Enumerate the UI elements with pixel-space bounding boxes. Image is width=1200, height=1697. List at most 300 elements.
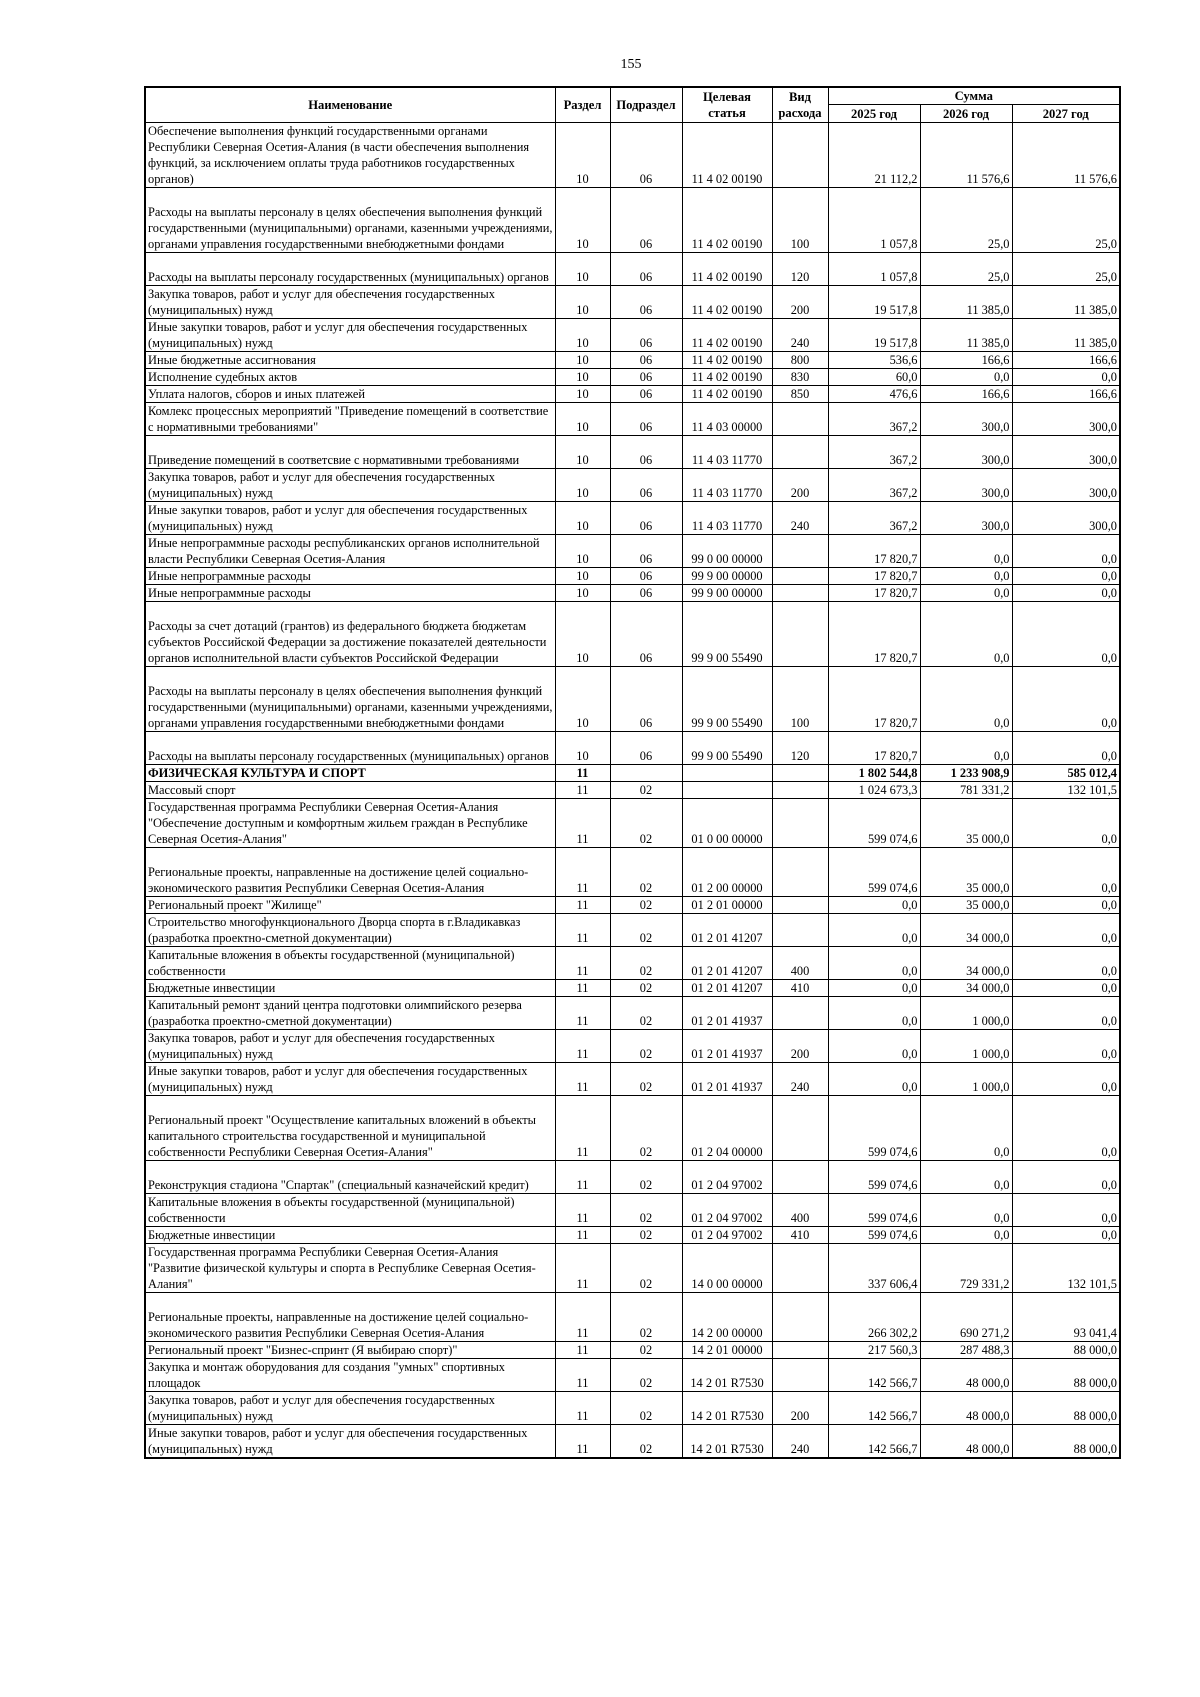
row-section: 10 <box>555 403 610 436</box>
row-sum-2026: 0,0 <box>920 1161 1012 1194</box>
row-sum-2025: 337 606,4 <box>828 1244 920 1293</box>
header-2027: 2027 год <box>1012 105 1120 123</box>
table-row <box>145 319 1120 352</box>
row-expense-type <box>772 1293 828 1342</box>
row-subsection: 02 <box>610 947 682 980</box>
table-row <box>145 799 1120 848</box>
table-row <box>145 188 1120 253</box>
row-sum-2027: 166,6 <box>1012 352 1120 369</box>
row-target: 01 2 01 41937 <box>682 1030 772 1063</box>
row-target: 14 2 01 R7530 <box>682 1392 772 1425</box>
row-sum-2025: 0,0 <box>828 914 920 947</box>
row-name: Комлекс процессных мероприятий "Приведение помещений в соответствие с нормативными требованиями" <box>145 403 555 436</box>
row-expense-type: 850 <box>772 386 828 403</box>
row-subsection: 06 <box>610 667 682 732</box>
row-sum-2026: 729 331,2 <box>920 1244 1012 1293</box>
row-name: Иные закупки товаров, работ и услуг для обеспечения государственных (муниципальных) нужд <box>145 319 555 352</box>
row-expense-type <box>772 1161 828 1194</box>
row-sum-2027: 0,0 <box>1012 980 1120 997</box>
row-target: 14 2 01 00000 <box>682 1342 772 1359</box>
row-subsection: 02 <box>610 980 682 997</box>
row-subsection: 06 <box>610 732 682 765</box>
row-section: 11 <box>555 997 610 1030</box>
row-sum-2027: 25,0 <box>1012 188 1120 253</box>
row-subsection: 02 <box>610 1030 682 1063</box>
row-target <box>682 765 772 782</box>
row-sum-2026: 11 385,0 <box>920 319 1012 352</box>
row-sum-2026: 0,0 <box>920 1194 1012 1227</box>
row-name: Закупка товаров, работ и услуг для обеспечения государственных (муниципальных) нужд <box>145 286 555 319</box>
row-target: 11 4 02 00190 <box>682 188 772 253</box>
row-name: Бюджетные инвестиции <box>145 980 555 997</box>
row-subsection: 02 <box>610 782 682 799</box>
row-subsection: 02 <box>610 1392 682 1425</box>
row-sum-2026: 300,0 <box>920 436 1012 469</box>
row-target: 01 2 01 41937 <box>682 997 772 1030</box>
row-subsection: 06 <box>610 369 682 386</box>
row-subsection: 02 <box>610 1194 682 1227</box>
row-sum-2027: 0,0 <box>1012 1161 1120 1194</box>
row-expense-type: 830 <box>772 369 828 386</box>
row-subsection: 02 <box>610 799 682 848</box>
row-section: 11 <box>555 1030 610 1063</box>
row-sum-2025: 17 820,7 <box>828 585 920 602</box>
row-sum-2025: 142 566,7 <box>828 1392 920 1425</box>
row-sum-2025: 266 302,2 <box>828 1293 920 1342</box>
row-section: 11 <box>555 1359 610 1392</box>
row-name: Закупка товаров, работ и услуг для обеспечения государственных (муниципальных) нужд <box>145 1030 555 1063</box>
row-sum-2026: 300,0 <box>920 469 1012 502</box>
row-name: Иные непрограммные расходы <box>145 568 555 585</box>
row-target: 11 4 02 00190 <box>682 319 772 352</box>
row-name: Закупка товаров, работ и услуг для обеспечения государственных (муниципальных) нужд <box>145 1392 555 1425</box>
table-row <box>145 667 1120 732</box>
row-expense-type: 200 <box>772 286 828 319</box>
row-sum-2027: 11 576,6 <box>1012 123 1120 188</box>
row-expense-type <box>772 436 828 469</box>
header-2026: 2026 год <box>920 105 1012 123</box>
row-sum-2026: 0,0 <box>920 585 1012 602</box>
row-sum-2027: 0,0 <box>1012 947 1120 980</box>
row-subsection: 02 <box>610 1359 682 1392</box>
row-sum-2027: 132 101,5 <box>1012 782 1120 799</box>
row-name: Строительство многофункционального Дворца спорта в г.Владикавказ (разработка проектно-сметной документации) <box>145 914 555 947</box>
header-sum: Сумма <box>828 87 1120 105</box>
row-expense-type: 240 <box>772 502 828 535</box>
row-sum-2025: 142 566,7 <box>828 1359 920 1392</box>
row-sum-2026: 287 488,3 <box>920 1342 1012 1359</box>
row-sum-2026: 0,0 <box>920 535 1012 568</box>
row-section: 10 <box>555 319 610 352</box>
row-section: 11 <box>555 848 610 897</box>
row-sum-2025: 1 802 544,8 <box>828 765 920 782</box>
row-target: 01 2 01 41937 <box>682 1063 772 1096</box>
row-sum-2026: 48 000,0 <box>920 1425 1012 1459</box>
page-number: 155 <box>620 57 642 72</box>
row-name: Региональный проект "Осуществление капитальных вложений в объекты капитального строительства государственной и муниципальной собственности Республики Северная Осетия-Алания" <box>145 1096 555 1161</box>
row-sum-2025: 599 074,6 <box>828 848 920 897</box>
row-name: ФИЗИЧЕСКАЯ КУЛЬТУРА И СПОРТ <box>145 765 555 782</box>
row-sum-2025: 217 560,3 <box>828 1342 920 1359</box>
row-expense-type: 400 <box>772 1194 828 1227</box>
row-expense-type: 200 <box>772 469 828 502</box>
row-target: 14 2 01 R7530 <box>682 1359 772 1392</box>
row-subsection: 02 <box>610 1342 682 1359</box>
row-sum-2026: 34 000,0 <box>920 914 1012 947</box>
row-subsection: 06 <box>610 286 682 319</box>
row-expense-type <box>772 1342 828 1359</box>
row-target: 99 9 00 55490 <box>682 732 772 765</box>
row-section: 10 <box>555 286 610 319</box>
row-subsection: 06 <box>610 123 682 188</box>
row-sum-2026: 35 000,0 <box>920 897 1012 914</box>
row-subsection: 06 <box>610 253 682 286</box>
row-expense-type: 200 <box>772 1030 828 1063</box>
row-section: 11 <box>555 765 610 782</box>
row-sum-2026: 0,0 <box>920 602 1012 667</box>
row-sum-2026: 35 000,0 <box>920 848 1012 897</box>
row-section: 10 <box>555 585 610 602</box>
row-expense-type <box>772 897 828 914</box>
row-subsection: 02 <box>610 914 682 947</box>
row-sum-2026: 0,0 <box>920 667 1012 732</box>
budget-table <box>144 86 1121 1459</box>
row-expense-type: 120 <box>772 253 828 286</box>
row-expense-type <box>772 914 828 947</box>
row-sum-2027: 25,0 <box>1012 253 1120 286</box>
row-expense-type: 410 <box>772 1227 828 1244</box>
row-expense-type: 400 <box>772 947 828 980</box>
row-expense-type <box>772 585 828 602</box>
row-target: 11 4 02 00190 <box>682 253 772 286</box>
row-section: 11 <box>555 782 610 799</box>
row-expense-type <box>772 765 828 782</box>
table-row <box>145 386 1120 403</box>
row-sum-2026: 0,0 <box>920 568 1012 585</box>
row-sum-2026: 48 000,0 <box>920 1359 1012 1392</box>
row-section: 10 <box>555 568 610 585</box>
row-target: 01 2 01 41207 <box>682 980 772 997</box>
row-sum-2027: 88 000,0 <box>1012 1392 1120 1425</box>
row-target: 01 2 01 00000 <box>682 897 772 914</box>
row-sum-2026: 690 271,2 <box>920 1293 1012 1342</box>
table-row <box>145 997 1120 1030</box>
row-expense-type <box>772 782 828 799</box>
row-sum-2025: 536,6 <box>828 352 920 369</box>
row-target: 11 4 02 00190 <box>682 286 772 319</box>
row-name: Бюджетные инвестиции <box>145 1227 555 1244</box>
row-sum-2027: 300,0 <box>1012 469 1120 502</box>
table-row <box>145 782 1120 799</box>
row-target <box>682 782 772 799</box>
row-section: 10 <box>555 732 610 765</box>
row-target: 01 2 01 41207 <box>682 914 772 947</box>
row-target: 99 0 00 00000 <box>682 535 772 568</box>
table-row <box>145 352 1120 369</box>
row-section: 11 <box>555 1293 610 1342</box>
row-sum-2027: 0,0 <box>1012 897 1120 914</box>
row-target: 14 2 01 R7530 <box>682 1425 772 1459</box>
row-subsection: 06 <box>610 502 682 535</box>
row-target: 11 4 03 11770 <box>682 502 772 535</box>
row-section: 10 <box>555 602 610 667</box>
table-row <box>145 1030 1120 1063</box>
row-section: 11 <box>555 799 610 848</box>
row-expense-type <box>772 1359 828 1392</box>
row-subsection: 06 <box>610 188 682 253</box>
row-target: 11 4 03 11770 <box>682 436 772 469</box>
table-row <box>145 253 1120 286</box>
row-sum-2026: 0,0 <box>920 1096 1012 1161</box>
row-sum-2027: 0,0 <box>1012 997 1120 1030</box>
row-name: Расходы на выплаты персоналу государственных (муниципальных) органов <box>145 253 555 286</box>
row-sum-2027: 0,0 <box>1012 1096 1120 1161</box>
table-row <box>145 585 1120 602</box>
row-expense-type <box>772 997 828 1030</box>
row-sum-2025: 367,2 <box>828 436 920 469</box>
table-row <box>145 1096 1120 1161</box>
row-subsection: 02 <box>610 1063 682 1096</box>
row-sum-2025: 599 074,6 <box>828 1194 920 1227</box>
row-sum-2026: 11 385,0 <box>920 286 1012 319</box>
table-row <box>145 469 1120 502</box>
row-sum-2025: 367,2 <box>828 502 920 535</box>
row-target: 01 0 00 00000 <box>682 799 772 848</box>
row-expense-type <box>772 403 828 436</box>
row-sum-2026: 166,6 <box>920 352 1012 369</box>
row-sum-2027: 93 041,4 <box>1012 1293 1120 1342</box>
row-sum-2025: 17 820,7 <box>828 602 920 667</box>
row-name: Приведение помещений в соответсвие с нормативными требованиями <box>145 436 555 469</box>
table-row <box>145 286 1120 319</box>
row-sum-2026: 0,0 <box>920 369 1012 386</box>
row-sum-2027: 0,0 <box>1012 799 1120 848</box>
row-name: Государственная программа Республики Северная Осетия-Алания "Обеспечение доступным и комфортным жильем граждан в Республике Северная Осетия-Алания" <box>145 799 555 848</box>
table-row <box>145 1063 1120 1096</box>
row-section: 10 <box>555 386 610 403</box>
row-expense-type <box>772 568 828 585</box>
table-row <box>145 732 1120 765</box>
row-section: 11 <box>555 1227 610 1244</box>
row-subsection: 02 <box>610 1161 682 1194</box>
row-sum-2027: 0,0 <box>1012 667 1120 732</box>
row-target: 11 4 02 00190 <box>682 369 772 386</box>
row-sum-2026: 34 000,0 <box>920 980 1012 997</box>
row-sum-2027: 0,0 <box>1012 568 1120 585</box>
row-sum-2027: 0,0 <box>1012 1030 1120 1063</box>
row-target: 01 2 04 97002 <box>682 1227 772 1244</box>
row-sum-2025: 0,0 <box>828 897 920 914</box>
row-name: Исполнение судебных актов <box>145 369 555 386</box>
row-sum-2027: 0,0 <box>1012 732 1120 765</box>
row-section: 11 <box>555 1096 610 1161</box>
row-subsection: 06 <box>610 602 682 667</box>
row-target: 14 2 00 00000 <box>682 1293 772 1342</box>
row-section: 11 <box>555 980 610 997</box>
row-sum-2025: 599 074,6 <box>828 1161 920 1194</box>
row-sum-2025: 17 820,7 <box>828 667 920 732</box>
row-section: 11 <box>555 947 610 980</box>
table-row <box>145 1293 1120 1342</box>
table-body <box>145 123 1120 1459</box>
row-name: Уплата налогов, сборов и иных платежей <box>145 386 555 403</box>
row-sum-2026: 1 000,0 <box>920 997 1012 1030</box>
row-expense-type: 240 <box>772 1425 828 1459</box>
row-section: 11 <box>555 1244 610 1293</box>
table-row <box>145 848 1120 897</box>
row-sum-2025: 599 074,6 <box>828 1227 920 1244</box>
row-sum-2026: 25,0 <box>920 188 1012 253</box>
row-name: Региональный проект "Жилище" <box>145 897 555 914</box>
row-subsection: 06 <box>610 403 682 436</box>
row-sum-2027: 0,0 <box>1012 848 1120 897</box>
row-section: 10 <box>555 667 610 732</box>
row-section: 10 <box>555 469 610 502</box>
row-sum-2026: 300,0 <box>920 502 1012 535</box>
table-row <box>145 1392 1120 1425</box>
row-target: 11 4 02 00190 <box>682 123 772 188</box>
row-section: 10 <box>555 253 610 286</box>
row-expense-type <box>772 535 828 568</box>
row-sum-2025: 0,0 <box>828 1063 920 1096</box>
row-target: 01 2 01 41207 <box>682 947 772 980</box>
row-sum-2025: 17 820,7 <box>828 568 920 585</box>
row-name: Капитальные вложения в объекты государственной (муниципальной) собственности <box>145 1194 555 1227</box>
row-sum-2026: 25,0 <box>920 253 1012 286</box>
row-subsection: 06 <box>610 469 682 502</box>
row-sum-2027: 0,0 <box>1012 585 1120 602</box>
row-sum-2027: 88 000,0 <box>1012 1359 1120 1392</box>
table-row <box>145 1342 1120 1359</box>
row-sum-2027: 0,0 <box>1012 535 1120 568</box>
row-expense-type <box>772 1244 828 1293</box>
row-sum-2025: 60,0 <box>828 369 920 386</box>
row-subsection: 06 <box>610 535 682 568</box>
table-row <box>145 765 1120 782</box>
row-name: Иные бюджетные ассигнования <box>145 352 555 369</box>
header-2025: 2025 год <box>828 105 920 123</box>
row-sum-2027: 88 000,0 <box>1012 1425 1120 1459</box>
row-section: 10 <box>555 436 610 469</box>
row-subsection: 02 <box>610 1425 682 1459</box>
row-sum-2026: 0,0 <box>920 732 1012 765</box>
row-target: 01 2 04 97002 <box>682 1161 772 1194</box>
row-sum-2027: 0,0 <box>1012 914 1120 947</box>
row-name: Обеспечение выполнения функций государственными органами Республики Северная Осетия-Алания (в части обеспечения выполнения функций, за исключением оплаты труда работников государственных органов) <box>145 123 555 188</box>
row-name: Государственная программа Республики Северная Осетия-Алания "Развитие физической культуры и спорта в Республике Северная Осетия-Алания" <box>145 1244 555 1293</box>
row-section: 11 <box>555 1425 610 1459</box>
row-sum-2027: 0,0 <box>1012 602 1120 667</box>
row-name: Иные закупки товаров, работ и услуг для обеспечения государственных (муниципальных) нужд <box>145 1425 555 1459</box>
table-row <box>145 502 1120 535</box>
header-subsection: Подраздел <box>610 87 682 123</box>
row-name: Иные закупки товаров, работ и услуг для обеспечения государственных (муниципальных) нужд <box>145 1063 555 1096</box>
row-subsection: 02 <box>610 897 682 914</box>
table-row <box>145 947 1120 980</box>
table-row <box>145 1194 1120 1227</box>
row-name: Расходы на выплаты персоналу государственных (муниципальных) органов <box>145 732 555 765</box>
row-sum-2026: 781 331,2 <box>920 782 1012 799</box>
row-sum-2025: 367,2 <box>828 469 920 502</box>
row-subsection: 06 <box>610 386 682 403</box>
table-row <box>145 897 1120 914</box>
row-sum-2026: 0,0 <box>920 1227 1012 1244</box>
row-target: 01 2 00 00000 <box>682 848 772 897</box>
row-section: 10 <box>555 535 610 568</box>
row-sum-2025: 0,0 <box>828 1030 920 1063</box>
row-subsection: 02 <box>610 848 682 897</box>
row-section: 11 <box>555 897 610 914</box>
row-expense-type: 240 <box>772 319 828 352</box>
row-subsection: 06 <box>610 319 682 352</box>
row-name: Расходы за счет дотаций (грантов) из федерального бюджета бюджетам субъектов Российской Федерации за достижение показателей деятельности органов исполнительной власти субъектов Российской Федерации <box>145 602 555 667</box>
row-name: Иные непрограммные расходы республиканских органов исполнительной власти Республики Северная Осетия-Алания <box>145 535 555 568</box>
row-subsection: 02 <box>610 1244 682 1293</box>
row-sum-2027: 0,0 <box>1012 1063 1120 1096</box>
row-sum-2026: 35 000,0 <box>920 799 1012 848</box>
row-section: 11 <box>555 1063 610 1096</box>
row-sum-2025: 0,0 <box>828 980 920 997</box>
row-sum-2025: 476,6 <box>828 386 920 403</box>
row-sum-2025: 17 820,7 <box>828 535 920 568</box>
row-target: 11 4 02 00190 <box>682 352 772 369</box>
row-sum-2026: 11 576,6 <box>920 123 1012 188</box>
row-section: 11 <box>555 914 610 947</box>
row-sum-2027: 132 101,5 <box>1012 1244 1120 1293</box>
row-target: 14 0 00 00000 <box>682 1244 772 1293</box>
table-row <box>145 1244 1120 1293</box>
table-row <box>145 123 1120 188</box>
row-name: Региональные проекты, направленные на достижение целей социально-экономического развития Республики Северная Осетия-Алания <box>145 848 555 897</box>
row-sum-2025: 1 057,8 <box>828 253 920 286</box>
row-sum-2026: 166,6 <box>920 386 1012 403</box>
row-sum-2026: 300,0 <box>920 403 1012 436</box>
row-expense-type <box>772 123 828 188</box>
table-row <box>145 436 1120 469</box>
row-name: Капитальные вложения в объекты государственной (муниципальной) собственности <box>145 947 555 980</box>
row-name: Расходы на выплаты персоналу в целях обеспечения выполнения функций государственными (муниципальными) органами, казенными учреждениями, органами управления государственными внебюджетными фондами <box>145 667 555 732</box>
row-sum-2025: 0,0 <box>828 997 920 1030</box>
row-sum-2025: 599 074,6 <box>828 1096 920 1161</box>
row-name: Иные непрограммные расходы <box>145 585 555 602</box>
row-target: 99 9 00 55490 <box>682 667 772 732</box>
table-row <box>145 1359 1120 1392</box>
row-name: Иные закупки товаров, работ и услуг для обеспечения государственных (муниципальных) нужд <box>145 502 555 535</box>
row-sum-2026: 1 233 908,9 <box>920 765 1012 782</box>
table-row <box>145 369 1120 386</box>
header-target: Целевая статья <box>682 87 772 123</box>
row-target: 01 2 04 00000 <box>682 1096 772 1161</box>
row-subsection: 06 <box>610 568 682 585</box>
row-expense-type: 200 <box>772 1392 828 1425</box>
row-target: 99 9 00 00000 <box>682 568 772 585</box>
row-sum-2025: 367,2 <box>828 403 920 436</box>
table-row <box>145 403 1120 436</box>
row-sum-2027: 0,0 <box>1012 1227 1120 1244</box>
row-sum-2027: 585 012,4 <box>1012 765 1120 782</box>
row-expense-type: 410 <box>772 980 828 997</box>
row-target: 99 9 00 00000 <box>682 585 772 602</box>
row-subsection <box>610 765 682 782</box>
row-expense-type <box>772 1096 828 1161</box>
row-sum-2027: 300,0 <box>1012 403 1120 436</box>
row-sum-2025: 19 517,8 <box>828 286 920 319</box>
row-sum-2027: 88 000,0 <box>1012 1342 1120 1359</box>
row-target: 01 2 04 97002 <box>682 1194 772 1227</box>
row-sum-2027: 300,0 <box>1012 436 1120 469</box>
table-row <box>145 568 1120 585</box>
row-name: Региональные проекты, направленные на достижение целей социально-экономического развития Республики Северная Осетия-Алания <box>145 1293 555 1342</box>
